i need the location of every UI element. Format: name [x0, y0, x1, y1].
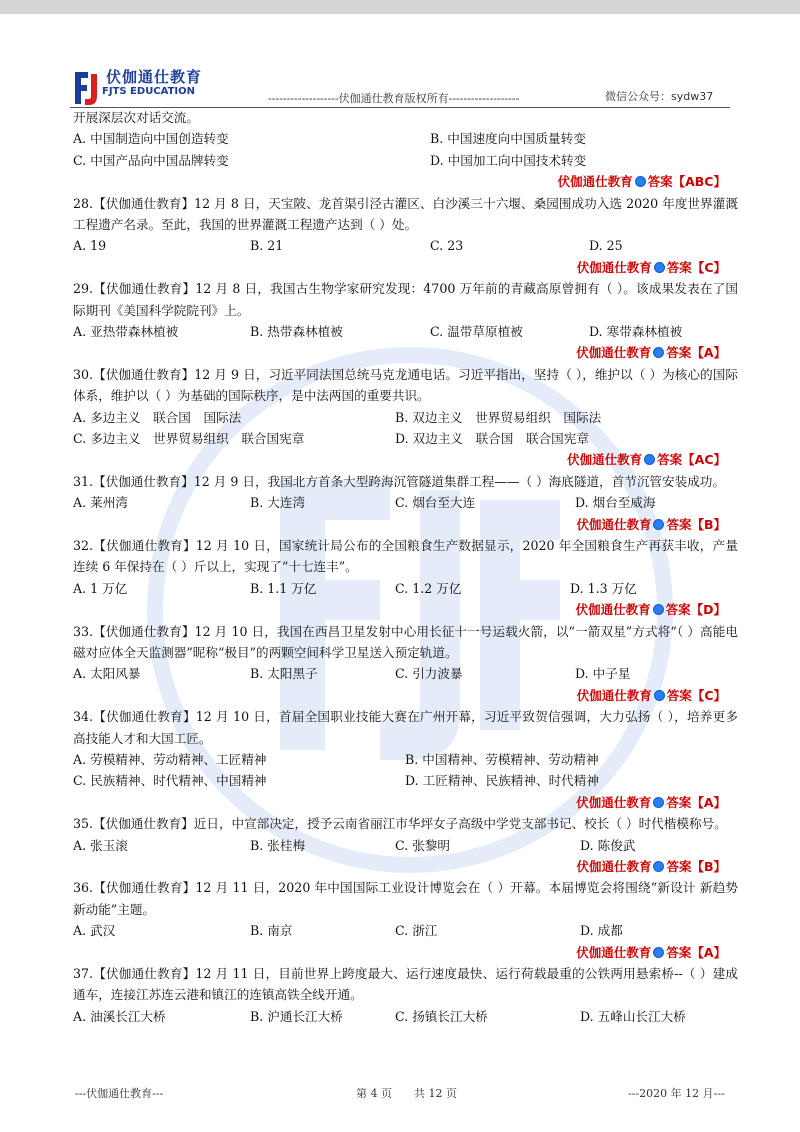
option-b: B. 1.1 万亿 — [250, 580, 317, 596]
logo-en-text: FJTS EDUCATION — [102, 86, 196, 97]
question-36 — [73, 877, 738, 963]
page-header — [0, 60, 800, 110]
option-b: B. 大连湾 — [250, 495, 306, 511]
option-a: A. 1 万亿 — [73, 580, 128, 596]
option-b: B. 中国速度向中国质量转变 — [430, 131, 586, 147]
option-a: A. 武汉 — [73, 923, 116, 939]
question-32 — [73, 535, 738, 621]
option-d: D. 成都 — [580, 923, 623, 939]
question-35 — [73, 813, 738, 877]
answer-value: 【B】 — [691, 858, 726, 874]
question-text: 29.【伏伽通仕教育】12 月 8 日，我国古生物学家研究发现：4700 万年前的青藏高原曾拥有（ ）。该成果发表在了国际期刊《美国科学院院刊》上。 — [73, 281, 738, 318]
question-28 — [73, 193, 738, 279]
question-text: 37.【伏伽通仕教育】12 月 11 日，目前世界上跨度最大、运行速度最快、运行荷载最重的公铁两用悬索桥--（ ）建成通车，连接江苏连云港和镇江的连镇高铁全线开通。 — [73, 965, 738, 1003]
answer-value: 【A】 — [691, 345, 726, 361]
answer-value: 【C】 — [691, 687, 726, 703]
question-list — [73, 107, 738, 1027]
answer-line: 伏伽通仕教育 答案【B】 — [576, 858, 726, 874]
question-31 — [73, 471, 738, 535]
answer-line: 伏伽通仕教育 答案【A】 — [576, 345, 726, 361]
option-a: A. 太阳风暴 — [73, 666, 141, 682]
option-d: D. 1.3 万亿 — [570, 580, 637, 596]
option-c: C. 温带草原植被 — [430, 323, 523, 339]
option-a: A. 多边主义 联合国 国际法 — [73, 409, 242, 425]
option-a: A. 莱州湾 — [73, 495, 128, 511]
option-c: C. 民族精神、时代精神、中国精神 — [73, 773, 267, 789]
option-c: C. 扬镇长江大桥 — [395, 1008, 488, 1024]
answer-line: 伏伽通仕教育 答案【C】 — [576, 259, 726, 275]
question-text: 28.【伏伽通仕教育】12 月 8 日，天宝陂、龙首渠引泾古灌区、白沙溪三十六堰、桑园围成功入选 2020 年度世界灌溉工程遗产名录。至此，我国的世界灌溉工程遗产达到（ ）处。 — [73, 195, 738, 232]
option-c: C. 23 — [430, 238, 464, 254]
option-b: B. 21 — [250, 238, 284, 254]
fjts-logo-icon — [72, 68, 102, 108]
option-d: D. 寒带森林植被 — [589, 323, 683, 339]
copyright-title: -------------------伏伽通仕教育版权所有------------------- — [268, 92, 520, 105]
option-d: D. 工匠精神、民族精神、时代精神 — [405, 773, 599, 789]
question-text: 36.【伏伽通仕教育】12 月 11 日，2020 年中国国际工业设计博览会在（ ）开幕。本届博览会将围绕“新设计 新趋势 新动能”主题。 — [73, 880, 738, 917]
wechat-account: 微信公众号：sydw37 — [605, 90, 714, 103]
question-text: 31.【伏伽通仕教育】12 月 9 日，我国北方首条大型跨海沉管隧道集群工程——（ ）海底隧道，首节沉管安装成功。 — [73, 473, 725, 489]
blue-dot-icon — [653, 604, 664, 615]
footer-left: ---伏伽通仕教育--- — [75, 1087, 164, 1100]
option-d: D. 双边主义 联合国 联合国宪章 — [395, 430, 589, 446]
option-c: C. 中国产品向中国品牌转变 — [73, 152, 229, 168]
blue-dot-icon — [653, 519, 664, 530]
question-34 — [73, 706, 738, 813]
option-a: A. 油溪长江大桥 — [73, 1008, 166, 1024]
blue-dot-icon — [635, 176, 646, 187]
question-text: 32.【伏伽通仕教育】12 月 10 日，国家统计局公布的全国粮食生产数据显示，2020 年全国粮食生产再获丰收，产量连续 6 年保持在（ ）斤以上，实现了“十七连丰”。 — [73, 537, 738, 575]
answer-line: 伏伽通仕教育 答案【B】 — [576, 516, 726, 532]
option-c: C. 多边主义 世界贸易组织 联合国宪章 — [73, 430, 305, 446]
blue-dot-icon — [653, 797, 664, 808]
answer-line: 伏伽通仕教育 答案【D】 — [575, 602, 726, 618]
option-c: C. 张黎明 — [395, 837, 450, 853]
question-text: 30.【伏伽通仕教育】12 月 9 日，习近平同法国总统马克龙通电话。习近平指出，坚持（ ），维护以（ ）为核心的国际体系，维护以（ ）为基础的国际秩序，是中法两国的重要共识。 — [73, 366, 738, 404]
answer-value: 【ABC】 — [672, 174, 726, 190]
option-b: B. 南京 — [250, 923, 293, 939]
option-c: C. 烟台至大连 — [395, 495, 476, 511]
blue-dot-icon — [654, 262, 665, 273]
answer-value: 【B】 — [691, 516, 726, 532]
option-a: A. 劳模精神、劳动精神、工匠精神 — [73, 751, 267, 767]
answer-line: 伏伽通仕教育 答案【A】 — [576, 944, 726, 960]
option-a: A. 亚热带森林植被 — [73, 323, 179, 339]
question-29 — [73, 278, 738, 364]
option-d: D. 中子星 — [575, 666, 631, 682]
question-33 — [73, 621, 738, 707]
option-d: D. 中国加工向中国技术转变 — [430, 152, 587, 168]
blue-dot-icon — [653, 947, 664, 958]
blue-dot-icon — [654, 690, 665, 701]
option-a: A. 张玉滚 — [73, 837, 128, 853]
option-c: C. 浙江 — [395, 923, 438, 939]
page-number: 第 4 页 共 12 页 — [356, 1087, 457, 1100]
option-d: D. 五峰山长江大桥 — [580, 1008, 686, 1024]
answer-line: 伏伽通仕教育 答案【A】 — [576, 794, 726, 810]
intro-line: 开展深层次对话交流。 — [73, 110, 199, 125]
option-b: B. 太阳黑子 — [250, 666, 318, 682]
blue-dot-icon — [653, 861, 664, 872]
option-a: A. 19 — [73, 238, 107, 254]
question-27 — [73, 128, 738, 192]
option-a: A. 中国制造向中国创造转变 — [73, 131, 229, 147]
answer-value: 【A】 — [691, 944, 726, 960]
question-text: 34.【伏伽通仕教育】12 月 10 日，首届全国职业技能大赛在广州开幕，习近平致贺信强调，大力弘扬（ ），培养更多高技能人才和大国工匠。 — [73, 709, 738, 746]
answer-value: 【C】 — [691, 259, 726, 275]
option-c: C. 引力波暴 — [395, 666, 463, 682]
blue-dot-icon — [653, 347, 664, 358]
option-b: B. 中国精神、劳模精神、劳动精神 — [405, 751, 599, 767]
option-d: D. 25 — [589, 238, 623, 254]
option-b: B. 双边主义 世界贸易组织 国际法 — [395, 409, 602, 425]
question-text: 35.【伏伽通仕教育】近日，中宣部决定，授予云南省丽江市华坪女子高级中学党支部书记、校长（ ）时代楷模称号。 — [73, 816, 727, 832]
question-text: 33.【伏伽通仕教育】12 月 10 日，我国在西昌卫星发射中心用长征十一号运载火箭，以“一箭双星”方式将“（ ）高能电磁对应体全天监测器”昵称“极目”的两颗空间科学卫星送入预定轨道。 — [73, 623, 738, 660]
answer-value: 【D】 — [690, 602, 726, 618]
top-gray-bar — [0, 0, 800, 14]
fjts-logo — [72, 66, 232, 110]
question-37 — [73, 963, 738, 1027]
option-c: C. 1.2 万亿 — [395, 580, 462, 596]
answer-value: 【AC】 — [682, 452, 726, 468]
option-d: D. 烟台至威海 — [575, 495, 656, 511]
question-30 — [73, 364, 738, 471]
option-b: B. 热带森林植被 — [250, 323, 343, 339]
answer-line: 伏伽通仕教育 答案【ABC】 — [557, 174, 726, 190]
answer-value: 【A】 — [691, 794, 726, 810]
logo-cn-text: 伏伽通仕教育 — [106, 68, 203, 86]
option-b: B. 沪通长江大桥 — [250, 1008, 343, 1024]
footer-right: ---2020 年 12 月--- — [628, 1087, 725, 1100]
option-d: D. 陈俊武 — [580, 837, 636, 853]
blue-dot-icon — [644, 454, 655, 465]
answer-line: 伏伽通仕教育 答案【C】 — [576, 687, 726, 703]
answer-line: 伏伽通仕教育 答案【AC】 — [567, 452, 726, 468]
option-b: B. 张桂梅 — [250, 837, 306, 853]
